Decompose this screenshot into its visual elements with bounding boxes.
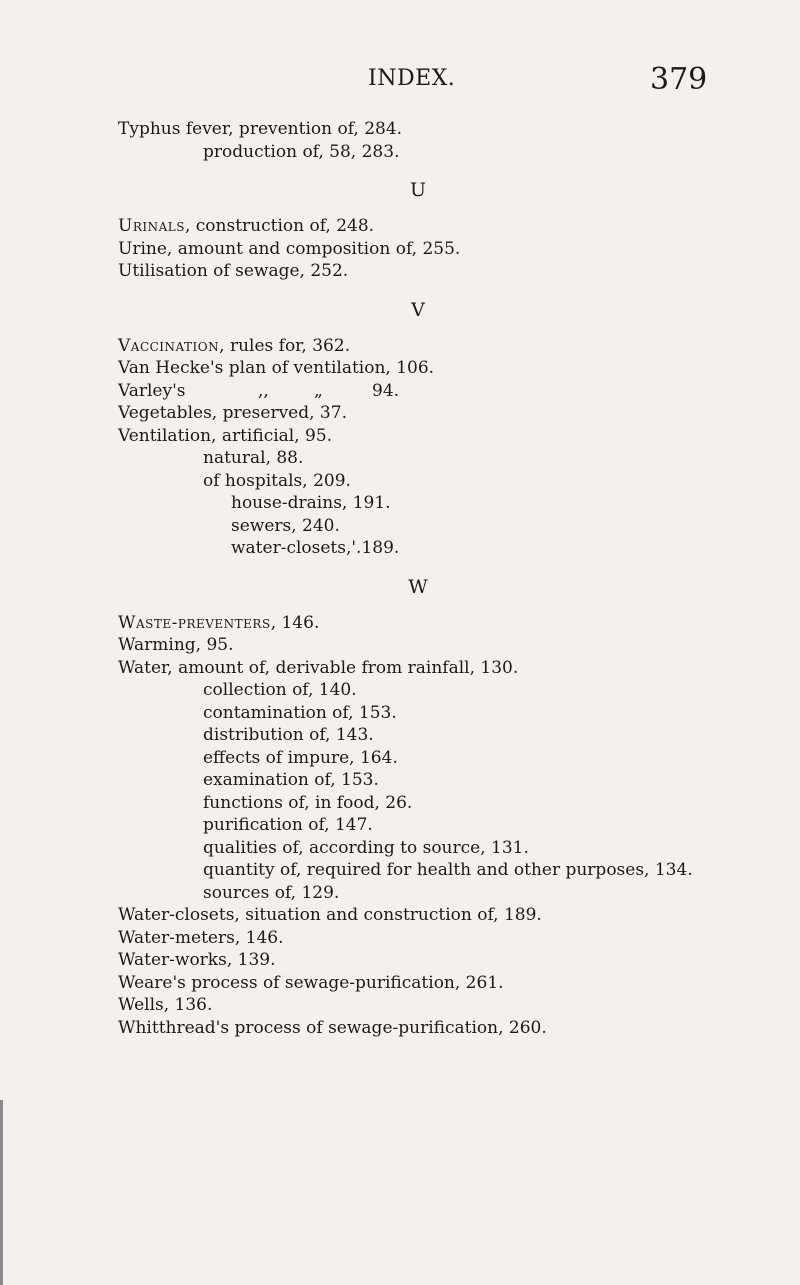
running-title: INDEX. [368,66,456,91]
page-number: 379 [650,62,708,97]
index-entry: Urine, amount and composition of, 255. [118,238,461,259]
section-letter-v: V [411,298,425,321]
index-subentry: contamination of, 153. [203,702,397,723]
page-edge-shadow [0,1100,3,1285]
index-entry: Vegetables, preserved, 37. [118,403,347,423]
page-header [0,62,800,102]
index-subentry: effects of impure, 164. [203,747,398,768]
index-subentry: house-drains, 191. [231,493,391,513]
index-entry: Water-works, 139. [118,950,276,970]
ditto-mark: „ [314,380,323,401]
index-entry: Utilisation of sewage, 252. [118,261,349,281]
entry-heading: Waste-preventers [118,612,271,633]
entry-page: 94. [372,380,400,401]
entry-text: , rules for, 362. [219,335,351,356]
index-entry: Warming, 95. [118,635,234,655]
index-entry [118,215,758,238]
index-subentry: sewers, 240. [231,515,340,536]
index-subentry: water-closets,'.189. [231,538,400,558]
index-entry: Wells, 136. [118,995,213,1015]
section-letter-u: U [409,179,426,201]
entry-text: , 146. [270,612,320,633]
index-entry: Typhus fever, prevention of, 284. [118,119,403,139]
index-entry: Weare's process of sewage-purification, 261. [118,972,504,993]
entry-name: Varley's [118,380,186,401]
ditto-mark: ,, [258,380,269,401]
index-entry: Ventilation, artificial, 95. [118,425,333,446]
index-subentry: of hospitals, 209. [203,470,351,491]
index-entry [118,612,758,635]
index-subentry: functions of, in food, 26. [203,792,413,813]
index-subentry: examination of, 153. [203,770,379,790]
index-subentry: production of, 58, 283. [203,141,400,162]
index-entry: Water, amount of, derivable from rainfall, 130. [118,657,519,678]
entry-text: , construction of, 248. [184,216,375,236]
index-subentry: qualities of, according to source, 131. [203,837,529,858]
index-entry: Water-meters, 146. [118,927,284,948]
index-subentry: purification of, 147. [203,815,373,835]
section-letter-w: W [408,575,428,598]
entry-heading: Urinals [118,216,185,236]
index-entry [118,335,758,358]
entry-heading: Vaccination [118,335,220,356]
index-list [118,118,758,1039]
index-entry [118,380,758,403]
index-entry: Whitthread's process of sewage-purification, 260. [118,1017,547,1038]
index-subentry: quantity of, required for health and other purposes, 134. [203,860,693,880]
index-entry: Van Hecke's plan of ventilation, 106. [118,358,435,378]
index-entry: Water-closets, situation and construction of, 189. [118,905,542,925]
index-subentry: sources of, 129. [203,882,340,903]
index-subentry: natural, 88. [203,448,304,468]
index-subentry: distribution of, 143. [203,725,374,745]
index-subentry: collection of, 140. [203,680,357,700]
